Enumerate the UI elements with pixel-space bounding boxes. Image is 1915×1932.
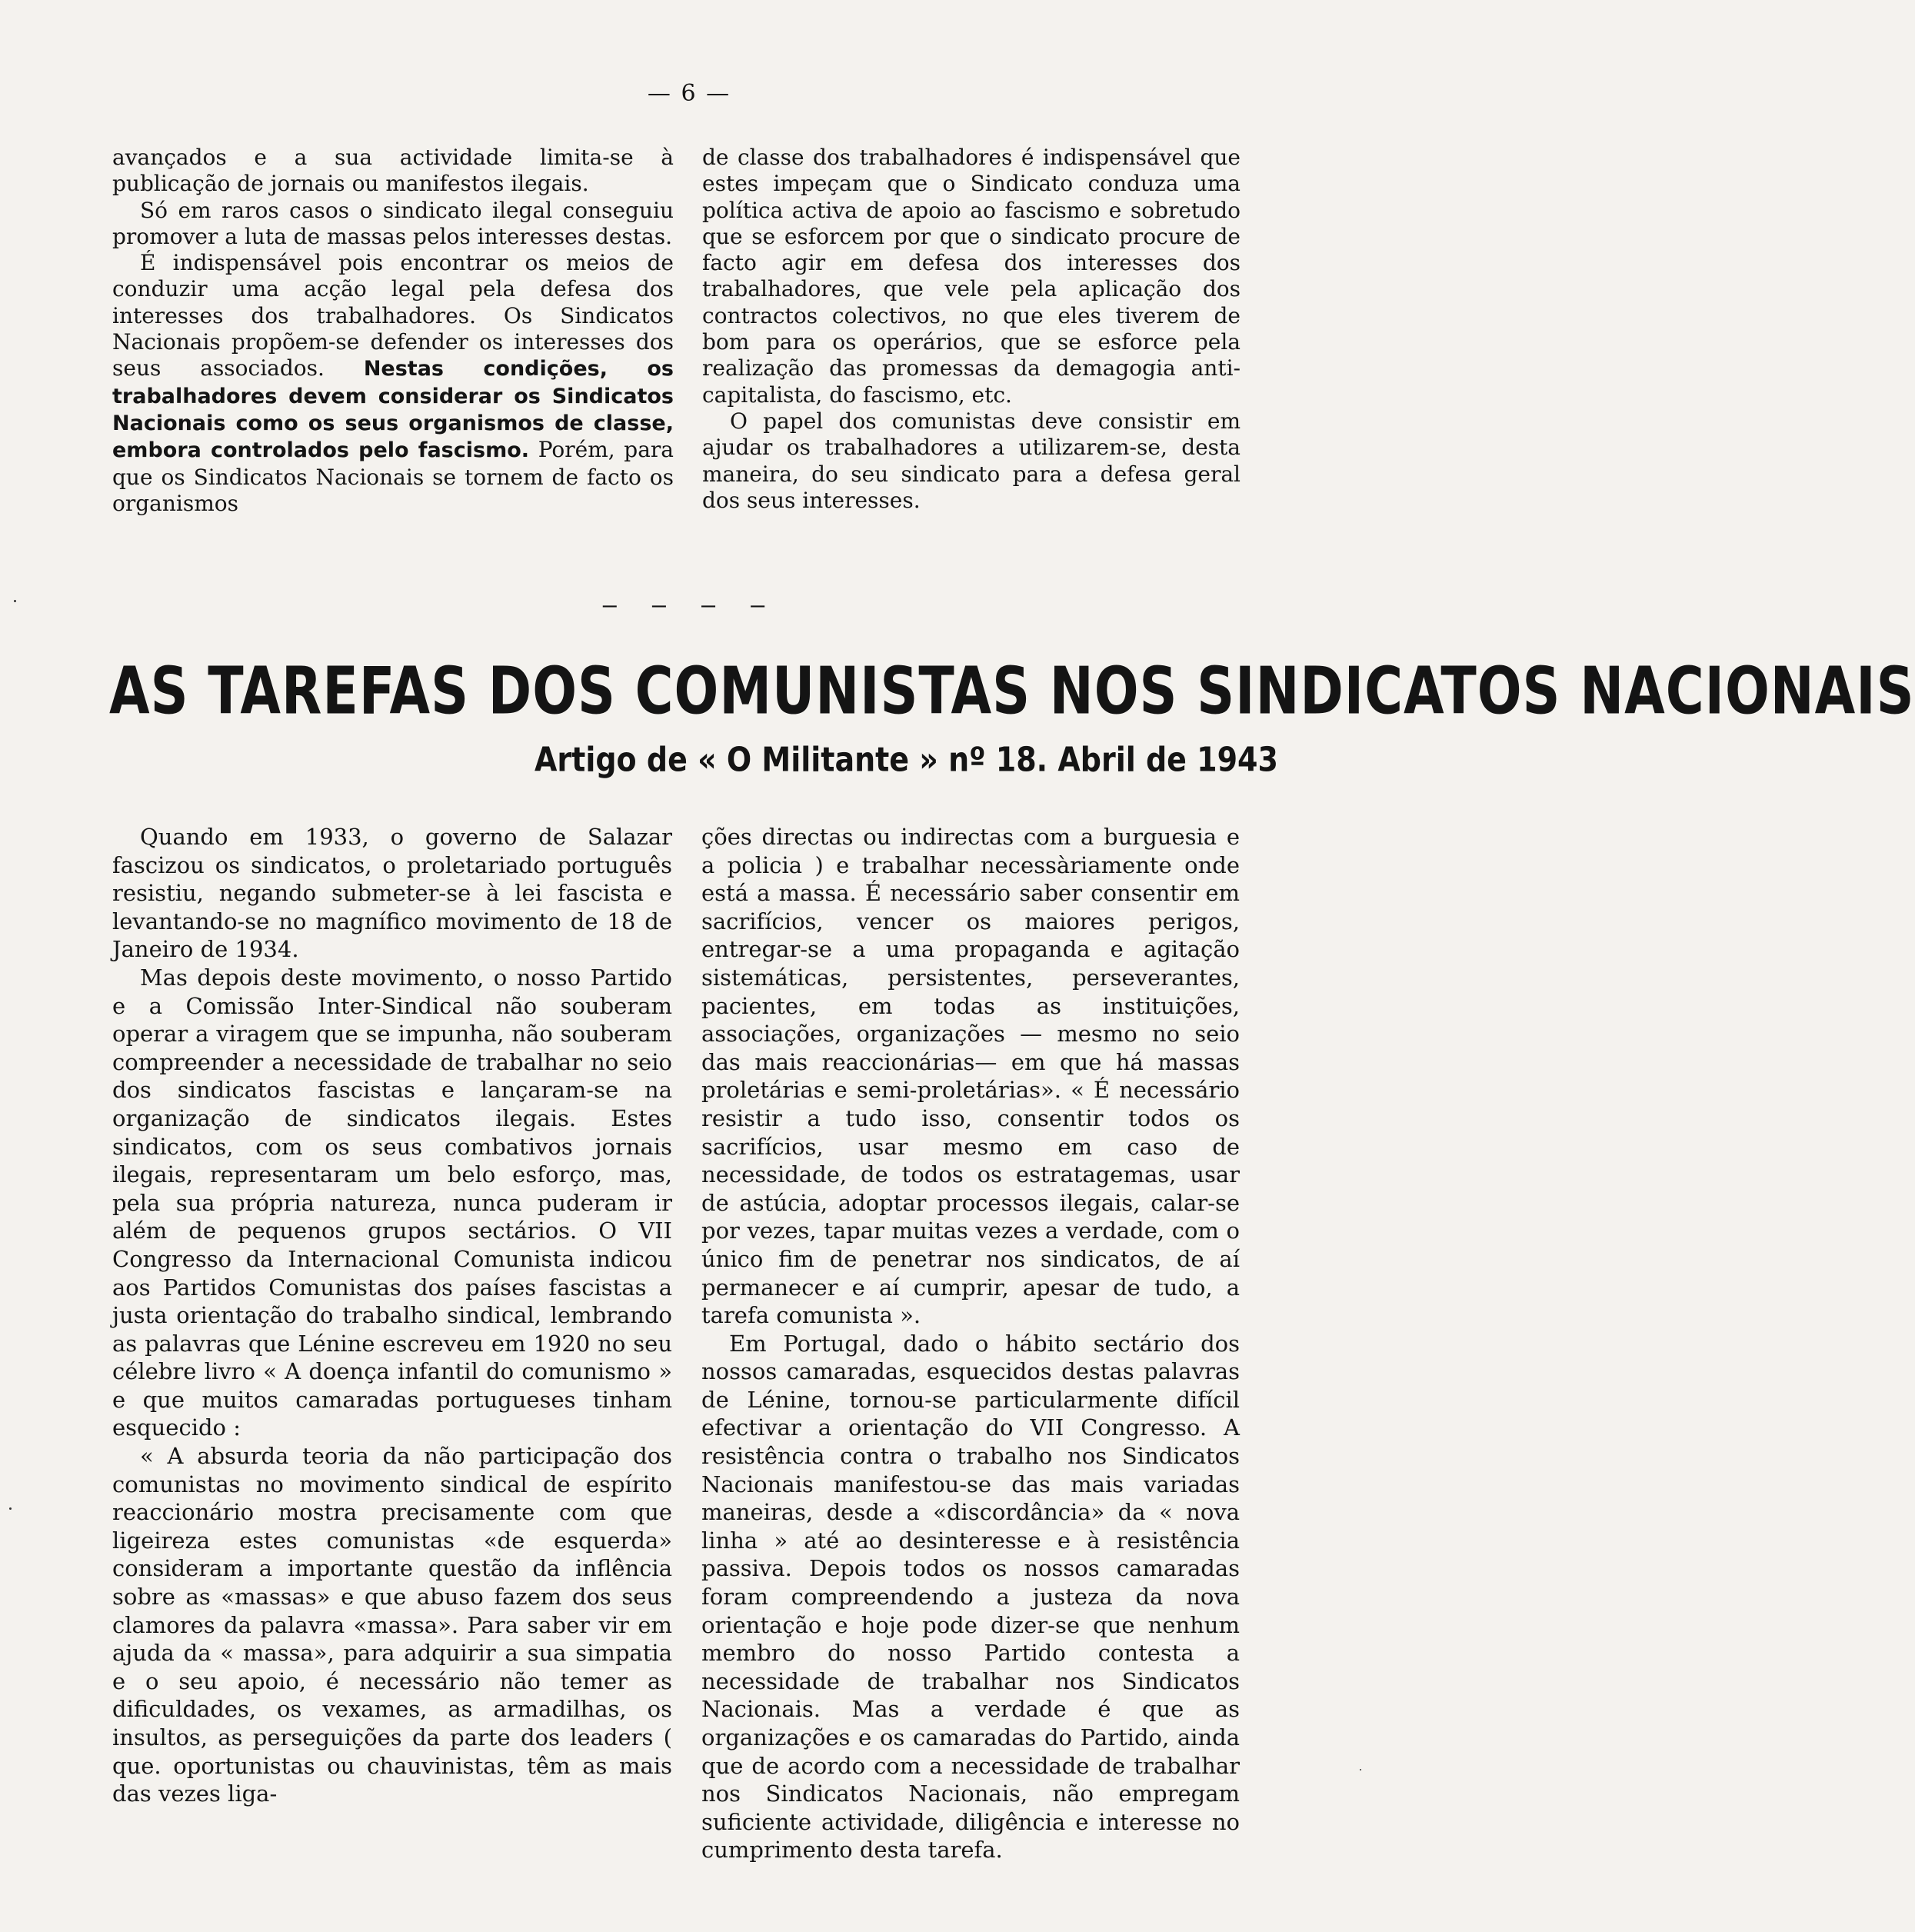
paragraph: Só em raros casos o sindicato ilegal conseguiu promover a luta de massas pelos interesses destas. — [112, 197, 674, 249]
paragraph — [112, 250, 674, 517]
paragraph: O papel dos comunistas deve consistir em ajudar os trabalhadores a utilizarem-se, desta maneira, do seu sindicato para a defesa geral dos seus interesses. — [702, 408, 1241, 513]
section-divider: — — — — — [602, 592, 776, 619]
top-right-column — [702, 145, 1241, 514]
top-left-column — [112, 145, 674, 517]
bold-emphasis: Nestas condições, os trabalhadores devem considerar os Sindicatos Nacionais como os seus organismos de classe, embora controlados pelo fascismo. — [112, 357, 674, 463]
article-headline: AS TAREFAS DOS COMUNISTAS NOS SINDICATOS NACIONAIS — [109, 654, 1915, 730]
print-speck — [14, 600, 16, 602]
paragraph: « A absurda teoria da não participação dos comunistas no movimento sindical de espírito reaccionário mostra precisamente com que ligeireza estes comunistas «de esquerda» consideram a importante questão da inflência sobre as «massas» e que abuso fazem dos seus clamores da palavra «massa». Para saber vir em ajuda da « massa», para adquirir a sua simpatia e o seu apoio, é necessário não temer as dificuldades, os vexames, as armadilhas, os insultos, as perseguições da parte dos leaders ( que. oportunistas ou chauvinistas, têm as mais das vezes liga- — [112, 1443, 672, 1807]
paragraph-text: É indispensável pois encontrar os meios de conduzir uma acção legal pela defesa dos interesses dos trabalhadores. Os Sindicatos Nacionais propõem-se defender os interesses dos seus associados. — [112, 250, 674, 381]
article-right-column — [701, 823, 1240, 1864]
paragraph: avançados e a sua actividade limita-se à publicação de jornais ou manifestos ilegais. — [112, 145, 674, 197]
print-speck — [1360, 1769, 1361, 1770]
paragraph: Quando em 1933, o governo de Salazar fascizou os sindicatos, o proletariado português resistiu, negando submeter-se à lei fascista e levantando-se no magnífico movimento de 18 de Janeiro de 1934. — [112, 824, 672, 963]
print-speck — [9, 1507, 12, 1510]
paragraph: ções directas ou indirectas com a burguesia e a policia ) e trabalhar necessàriamente onde está a massa. É necessário saber consentir em sacrifícios, vencer os maiores perigos, entregar-se a uma propaganda e agitação sistemáticas, persistentes, perseverantes, pacientes, em todas as instituições, associações, organizações — mesmo no seio das mais reaccionárias— em que há massas proletárias e semi-proletárias». « É necessário resistir a tudo isso, consentir todos os sacrifícios, usar mesmo em caso de necessidade, de todos os estratagemas, usar de astúcia, adoptar processos ilegais, calar-se por vezes, tapar muitas vezes a verdade, com o único fim de penetrar nos sindicatos, de aí permanecer e aí cumprir, apesar de tudo, a tarefa comunista ». — [701, 824, 1240, 1329]
page-number: — 6 — — [647, 80, 731, 107]
paragraph: Em Portugal, dado o hábito sectário dos nossos camaradas, esquecidos destas palavras de Lénine, tornou-se particularmente difícil efectivar a orientação do VII Congresso. A resistência contra o trabalho nos Sindicatos Nacionais manifestou-se das mais variadas maneiras, desde a «discordância» da « nova linha » até ao desinteresse e à resistência passiva. Depois todos os nossos camaradas foram compreendendo a justeza da nova orientação e hoje pode dizer-se que nenhum membro do nosso Partido contesta a necessidade de trabalhar nos Sindicatos Nacionais. Mas a verdade é que as organizações e os camaradas do Partido, ainda que de acordo com a necessidade de trabalhar nos Sindicatos Nacionais, não empregam suficiente actividade, diligência e interesse no cumprimento desta tarefa. — [701, 1330, 1240, 1864]
article-subtitle: Artigo de « O Militante » nº 18. Abril de 1943 — [535, 740, 1278, 779]
paragraph: Mas depois deste movimento, o nosso Partido e a Comissão Inter-Sindical não souberam operar a viragem que se impunha, não souberam compreender a necessidade de trabalhar no seio dos sindicatos fascistas e lançaram-se na organização de sindicatos ilegais. Estes sindicatos, com os seus combativos jornais ilegais, representaram um belo esforço, mas, pela sua própria natureza, nunca puderam ir além de pequenos grupos sectários. O VII Congresso da Internacional Comunista indicou aos Partidos Comunistas dos países fascistas a justa orientação do trabalho sindical, lembrando as palavras que Lénine escreveu em 1920 no seu célebre livro « A doença infantil do comunismo » e que muitos camaradas portugueses tinham esquecido : — [112, 964, 672, 1441]
paragraph-text: Porém, para que os Sindicatos Nacionais se tornem de facto os organismos — [112, 437, 674, 516]
paragraph: de classe dos trabalhadores é indispensável que estes impeçam que o Sindicato conduza uma política activa de apoio ao fascismo e sobretudo que se esforcem por que o sindicato procure de facto agir em defesa dos interesses dos trabalhadores, que vele pela aplicação dos contractos colectivos, no que eles tiverem de bom para os operários, que se esforce pela realização das promessas da demagogia anti-capitalista, do fascismo, etc. — [702, 145, 1241, 408]
article-left-column — [112, 823, 672, 1808]
